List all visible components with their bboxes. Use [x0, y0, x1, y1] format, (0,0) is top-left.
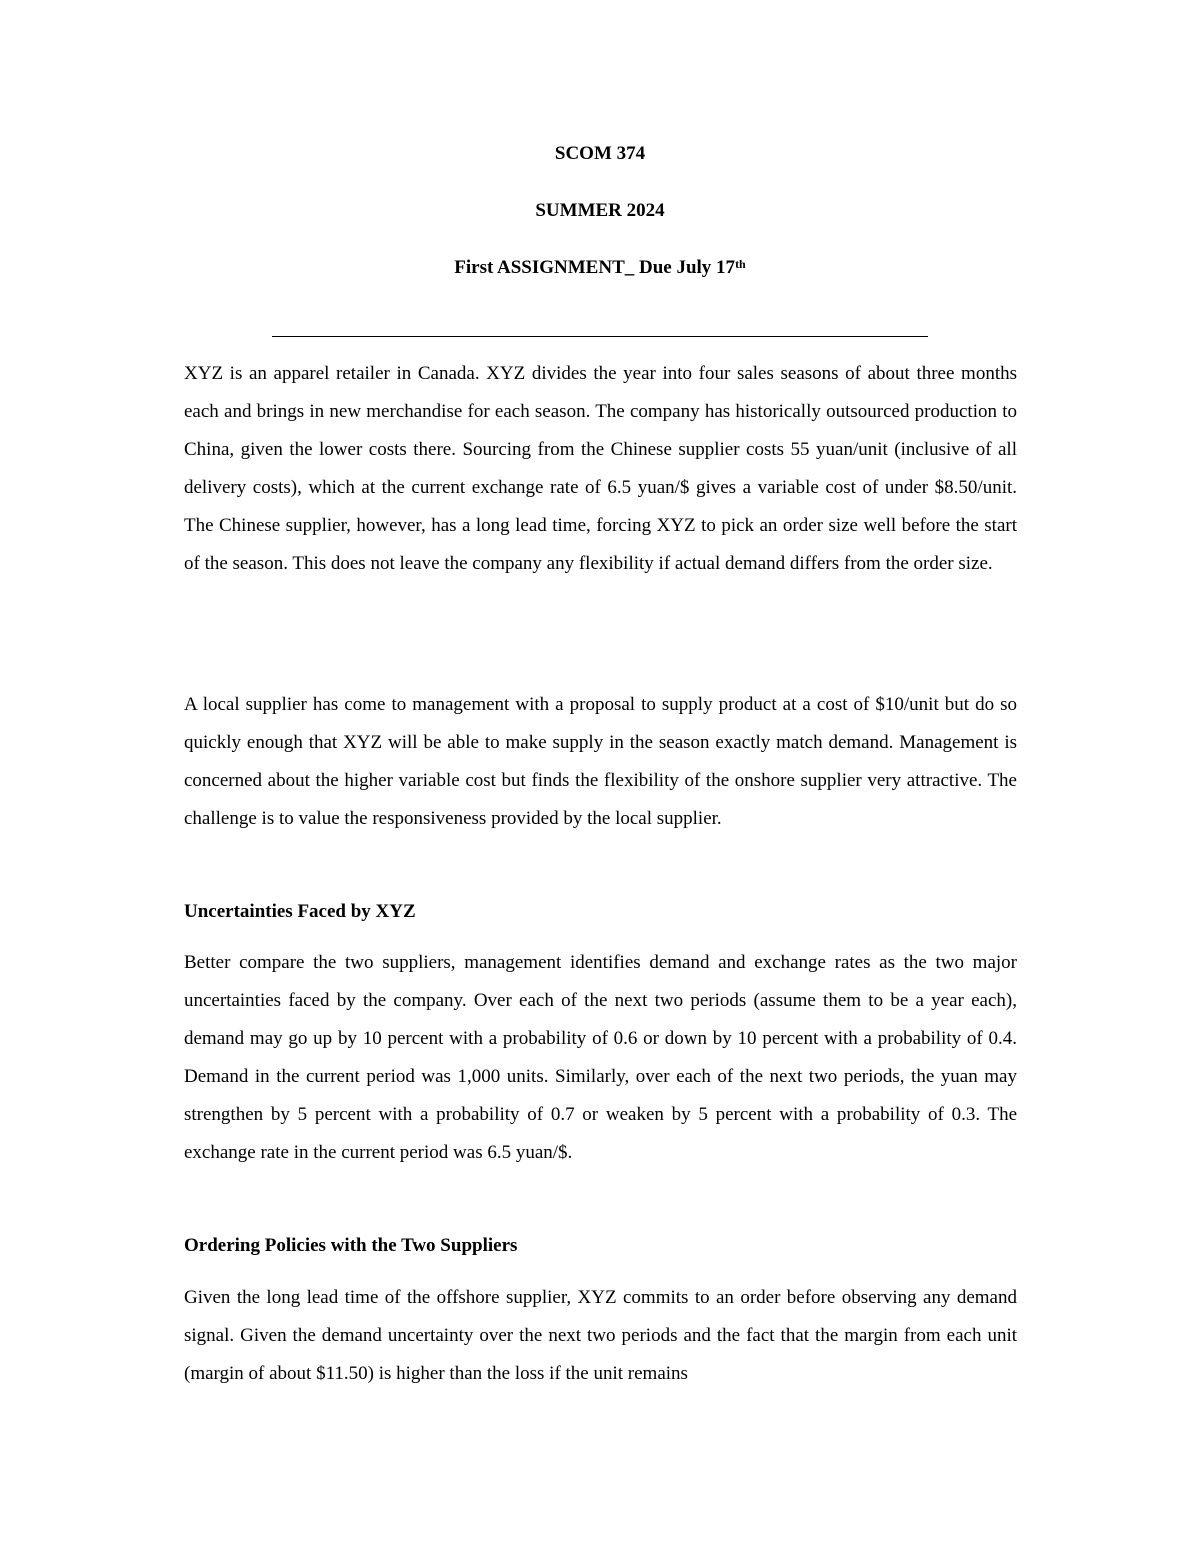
term-heading: SUMMER 2024: [535, 200, 665, 221]
header-divider: [272, 336, 928, 337]
paragraph-ordering: Given the long lead time of the offshore supplier, XYZ commits to an order before observing any demand signal. Given the demand uncertainty over the next two periods and the fact that the margin from each unit (margin of about $11.50) is higher than the loss if the unit remains: [184, 1287, 1017, 1384]
paragraph-intro: XYZ is an apparel retailer in Canada. XYZ divides the year into four sales seasons of about three months each and brings in new merchandise for each season. The company has historically outsourced production to China, given the lower costs there. Sourcing from the Chinese supplier costs 55 yuan/unit (inclusive of all delivery costs), which at the current exchange rate of 6.5 yuan/$ gives a variable cost of under $8.50/unit. The Chinese supplier, however, has a long lead time, forcing XYZ to pick an order size well before the start of the season. This does not leave the company any flexibility if actual demand differs from the order size.: [184, 363, 1017, 574]
assignment-title-text: First ASSIGNMENT_ Due July 17: [454, 257, 736, 278]
section-heading-uncertainties: Uncertainties Faced by XYZ: [184, 901, 416, 922]
paragraph-local-supplier: A local supplier has come to management with a proposal to supply product at a cost of $10/unit but do so quickly enough that XYZ will be able to make supply in the season exactly match demand. Management is concerned about the higher variable cost but finds the flexibility of the onshore supplier very attractive. The challenge is to value the responsiveness provided by the local supplier.: [184, 694, 1017, 829]
section-heading-ordering: Ordering Policies with the Two Suppliers: [184, 1235, 518, 1256]
assignment-title: [0, 256, 1200, 280]
paragraph-uncertainties: Better compare the two suppliers, management identifies demand and exchange rates as the two major uncertainties faced by the company. Over each of the next two periods (assume them to be a year each), demand may go up by 10 percent with a probability of 0.6 or down by 10 percent with a probability of 0.4. Demand in the current period was 1,000 units. Similarly, over each of the next two periods, the yuan may strengthen by 5 percent with a probability of 0.7 or weaken by 5 percent with a probability of 0.3. The exchange rate in the current period was 6.5 yuan/$.: [184, 952, 1017, 1163]
course-code: SCOM 374: [554, 143, 646, 164]
assignment-title-superscript: th: [735, 257, 746, 271]
